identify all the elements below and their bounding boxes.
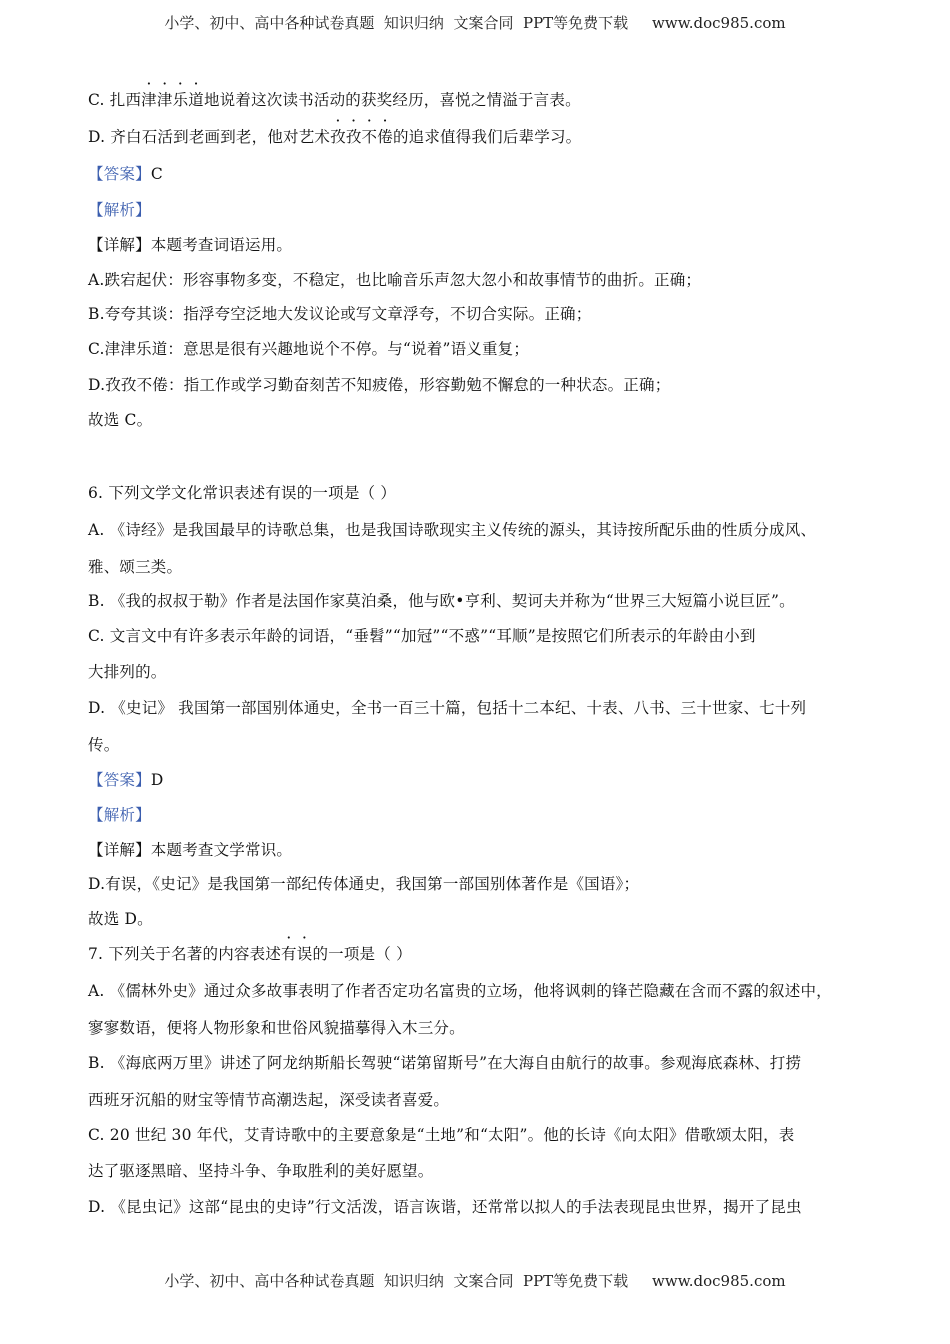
q7-option-b-line2: 西班牙沉船的财宝等情节高潮迭起，深受读者喜爱。 bbox=[88, 1091, 450, 1109]
q6-explain: D.有误，《史记》是我国第一部纪传体通史，我国第一部国别体著作是《国语》； bbox=[88, 875, 640, 893]
emphasis-character: 孜 bbox=[345, 128, 362, 146]
q5-conclusion: 故选 C。 bbox=[88, 411, 153, 429]
q7-option-d-line1: D. 《昆虫记》这部“昆虫的史诗”行文活泼，语言诙谐，还常常以拟人的手法表现昆虫世界，揭开了昆虫 bbox=[88, 1198, 802, 1216]
q7-option-a-line2: 寥寥数语，便将人物形象和世俗风貌描摹得入木三分。 bbox=[88, 1019, 465, 1037]
q6-stem: 6. 下列文学文化常识表述有误的一项是（ ） bbox=[88, 484, 397, 502]
emphasis-character: 有 bbox=[281, 945, 297, 963]
q5-option-c: C. 扎西津津乐道地说着这次读书活动的获奖经历，喜悦之情溢于言表。 bbox=[88, 91, 581, 109]
q5-answer bbox=[88, 164, 163, 184]
q6-option-d-line1: D. 《史记》 我国第一部国别体通史，全书一百三十篇，包括十二本纪、十表、八书、三十世家、七十列 bbox=[88, 699, 807, 717]
page-footer: 小学、初中、高中各种试卷真题 知识归纳 文案合同 PPT等免费下载 www.doc985.com bbox=[164, 1272, 786, 1290]
q6-option-c-line1: C. 文言文中有许多表示年龄的词语，“垂髫”“加冠”“不惑”“耳顺”是按照它们所表示的年龄由小到 bbox=[88, 627, 756, 645]
emphasis-dotted-word bbox=[281, 945, 312, 963]
answer-label: 【答案】 bbox=[88, 165, 151, 183]
q7-option-c-line2: 达了驱逐黑暗、坚持斗争、争取胜利的美好愿望。 bbox=[88, 1162, 434, 1180]
emphasis-dotted-word bbox=[141, 91, 204, 109]
q5-option-d: D. 齐白石活到老画到老，他对艺术孜孜不倦的追求值得我们后辈学习。 bbox=[88, 128, 582, 146]
answer-label: 【答案】 bbox=[88, 771, 151, 789]
q6-conclusion: 故选 D。 bbox=[88, 910, 153, 928]
q6-detail: 【详解】本题考查文学常识。 bbox=[88, 841, 293, 859]
q5-explain-a: A.跌宕起伏：形容事物多变，不稳定，也比喻音乐声忽大忽小和故事情节的曲折。正确； bbox=[88, 271, 702, 289]
emphasis-character: 津 bbox=[141, 91, 157, 109]
q5-detail: 【详解】本题考查词语运用。 bbox=[88, 236, 293, 254]
answer-value: C bbox=[150, 165, 163, 183]
emphasis-dotted-word bbox=[330, 128, 393, 146]
q6-option-a-line1: A. 《诗经》是我国最早的诗歌总集，也是我国诗歌现实主义传统的源头，其诗按所配乐曲的性质分成风、 bbox=[88, 521, 817, 539]
q5-explain-d: D.孜孜不倦：指工作或学习勤奋刻苦不知疲倦，形容勤勉不懈怠的一种状态。正确； bbox=[88, 376, 671, 394]
q5-explain-c: C.津津乐道：意思是很有兴趣地说个不停。与“说着”语义重复； bbox=[88, 340, 530, 358]
emphasis-character: 不 bbox=[361, 128, 378, 146]
q6-option-a-line2: 雅、颂三类。 bbox=[88, 558, 183, 576]
page-header: 小学、初中、高中各种试卷真题 知识归纳 文案合同 PPT等免费下载 www.doc985.com bbox=[164, 14, 786, 32]
q7-option-c-line1: C. 20 世纪 30 年代，艾青诗歌中的主要意象是“土地”和“太阳”。他的长诗《向太阳》借歌颂太阳，表 bbox=[88, 1126, 795, 1144]
emphasis-character: 孜 bbox=[330, 128, 346, 146]
q6-option-c-line2: 大排列的。 bbox=[88, 663, 167, 681]
q5-explain-b: B.夸夸其谈：指浮夸空泛地大发议论或写文章浮夸，不切合实际。正确； bbox=[88, 305, 592, 323]
emphasis-character: 倦 bbox=[377, 128, 393, 146]
q6-analysis-label: 【解析】 bbox=[88, 806, 151, 824]
emphasis-character: 津 bbox=[156, 91, 173, 109]
answer-value: D bbox=[150, 771, 164, 789]
q7-stem: 7. 下列关于名著的内容表述有误的一项是（ ） bbox=[88, 945, 412, 963]
q5-analysis-label: 【解析】 bbox=[88, 201, 151, 219]
q6-option-b: B. 《我的叔叔于勒》作者是法国作家莫泊桑，他与欧•亨利、契诃夫并称为“世界三大短篇小说巨匠”。 bbox=[88, 592, 795, 610]
emphasis-character: 道 bbox=[188, 91, 204, 109]
q6-answer bbox=[88, 770, 163, 790]
emphasis-character: 乐 bbox=[172, 91, 189, 109]
q6-option-d-line2: 传。 bbox=[88, 736, 120, 754]
q7-option-b-line1: B. 《海底两万里》讲述了阿龙纳斯船长驾驶“诺第留斯号”在大海自由航行的故事。参观海底森林、打捞 bbox=[88, 1054, 802, 1072]
q7-option-a-line1: A. 《儒林外史》通过众多故事表明了作者否定功名富贵的立场，他将讽刺的锋芒隐藏在含而不露的叙述中， bbox=[88, 982, 832, 1000]
emphasis-character: 误 bbox=[296, 945, 313, 963]
